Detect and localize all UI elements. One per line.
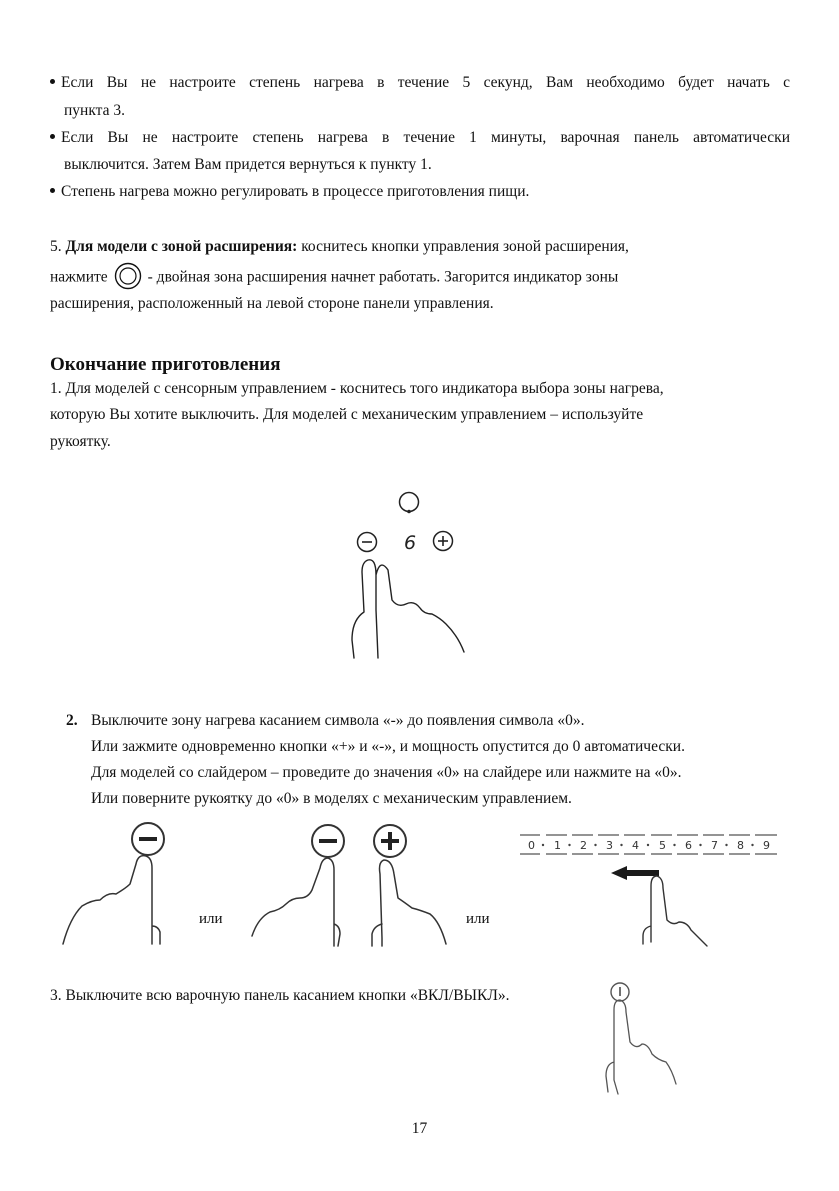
slider-value-3[interactable]: 3 — [606, 839, 613, 852]
bullet-3-line-1: Степень нагрева можно регулировать в процессе приготовления пищи. — [61, 183, 530, 200]
slider-value-9[interactable]: 9 — [763, 839, 770, 852]
section-heading: Окончание приготовления — [50, 354, 281, 375]
plus-button-icon — [434, 532, 453, 551]
bullet-1-line-2: пункта 3. — [64, 102, 126, 119]
step5-press-label: нажмите — [50, 268, 108, 286]
step1-line-2: которую Вы хотите выключить. Для моделей с механическим управлением – используйте — [50, 406, 644, 423]
step5-bold-label: Для модели с зоной расширения: — [65, 238, 298, 255]
step1-line-1: 1. Для моделей с сенсорным управлением - коснитесь того индикатора выбора зоны нагрева, — [50, 380, 664, 397]
figure-power-touch — [600, 980, 690, 1098]
figure-slider-swipe — [515, 830, 790, 950]
finger-pointer-icon — [63, 856, 160, 944]
bullet-1-line-1: Если Вы не настроите степень нагрева в течение 5 секунд, Вам необходимо будет начать с — [61, 74, 790, 91]
slider-value-0[interactable]: 0 — [528, 839, 535, 852]
minus-button-icon — [358, 533, 377, 552]
finger-pointer-icon — [352, 560, 464, 658]
slider-track[interactable] — [520, 835, 777, 854]
step1-line-3: рукоятку. — [50, 433, 111, 450]
finger-pointer-icon — [372, 860, 446, 946]
arrow-left-icon — [611, 866, 659, 880]
slider-value-1[interactable]: 1 — [554, 839, 561, 852]
step5-line-2 — [50, 264, 618, 292]
finger-pointer-icon — [643, 876, 707, 946]
step2-line-1 — [66, 711, 584, 731]
page-number: 17 — [411, 1120, 428, 1137]
power-button-icon — [611, 983, 629, 1001]
step2-text-1: Выключите зону нагрева касанием символа «-» до появления символа «0». — [91, 712, 585, 729]
bullet-dot-icon — [50, 134, 55, 139]
bullet-2-line-2: выключится. Затем Вам придется вернуться к пункту 1. — [64, 156, 432, 173]
or-label-1: или — [199, 911, 223, 927]
slider-value-7[interactable]: 7 — [711, 839, 718, 852]
minus-button-icon — [132, 823, 164, 855]
slider-dots — [542, 844, 754, 846]
step2-line-2: Или зажмите одновременно кнопки «+» и «-», и мощность опустится до 0 автоматически. — [91, 738, 685, 755]
bullet-2-line-1: Если Вы не настроите степень нагрева в течение 1 минуты, варочная панель автоматически — [61, 129, 790, 146]
slider-value-8[interactable]: 8 — [737, 839, 744, 852]
step2-line-3: Для моделей со слайдером – проведите до значения «0» на слайдере или нажмите на «0». — [91, 764, 682, 781]
finger-pointer-icon — [606, 1000, 676, 1094]
step5-line-1 — [50, 237, 629, 257]
timer-ring-icon — [400, 493, 419, 514]
bullet-item-3 — [50, 182, 529, 202]
slider-value-2[interactable]: 2 — [580, 839, 587, 852]
bullet-item-1 — [50, 73, 790, 93]
bullet-dot-icon — [50, 188, 55, 193]
slider-value-6[interactable]: 6 — [685, 839, 692, 852]
figure-minus-touch — [60, 818, 190, 950]
slider-value-4[interactable]: 4 — [632, 839, 639, 852]
plus-button-icon — [374, 825, 406, 857]
figure-minus-plus-touch — [250, 818, 460, 950]
double-ring-icon — [114, 262, 142, 290]
display-value: 6 — [403, 532, 417, 554]
step5-number: 5. — [50, 238, 62, 255]
bullet-item-2 — [50, 128, 790, 148]
step5-line-2-rest: - двойная зона расширения начнет работать. Загорится индикатор зоны — [147, 268, 619, 286]
step3-line-1: 3. Выключите всю варочную панель касанием кнопки «ВКЛ/ВЫКЛ». — [50, 987, 510, 1004]
bullet-dot-icon — [50, 79, 55, 84]
minus-button-icon — [312, 825, 344, 857]
finger-pointer-icon — [252, 858, 340, 946]
slider-value-5[interactable]: 5 — [659, 839, 666, 852]
or-label-2: или — [466, 911, 490, 927]
step5-line-3: расширения, расположенный на левой стороне панели управления. — [50, 295, 494, 312]
figure-touch-minus — [340, 480, 510, 670]
step2-number: 2. — [66, 712, 78, 729]
step2-line-4: Или поверните рукоятку до «0» в моделях с механическим управлением. — [91, 790, 572, 807]
step5-line-1-rest: коснитесь кнопки управления зоной расширения, — [297, 238, 629, 255]
